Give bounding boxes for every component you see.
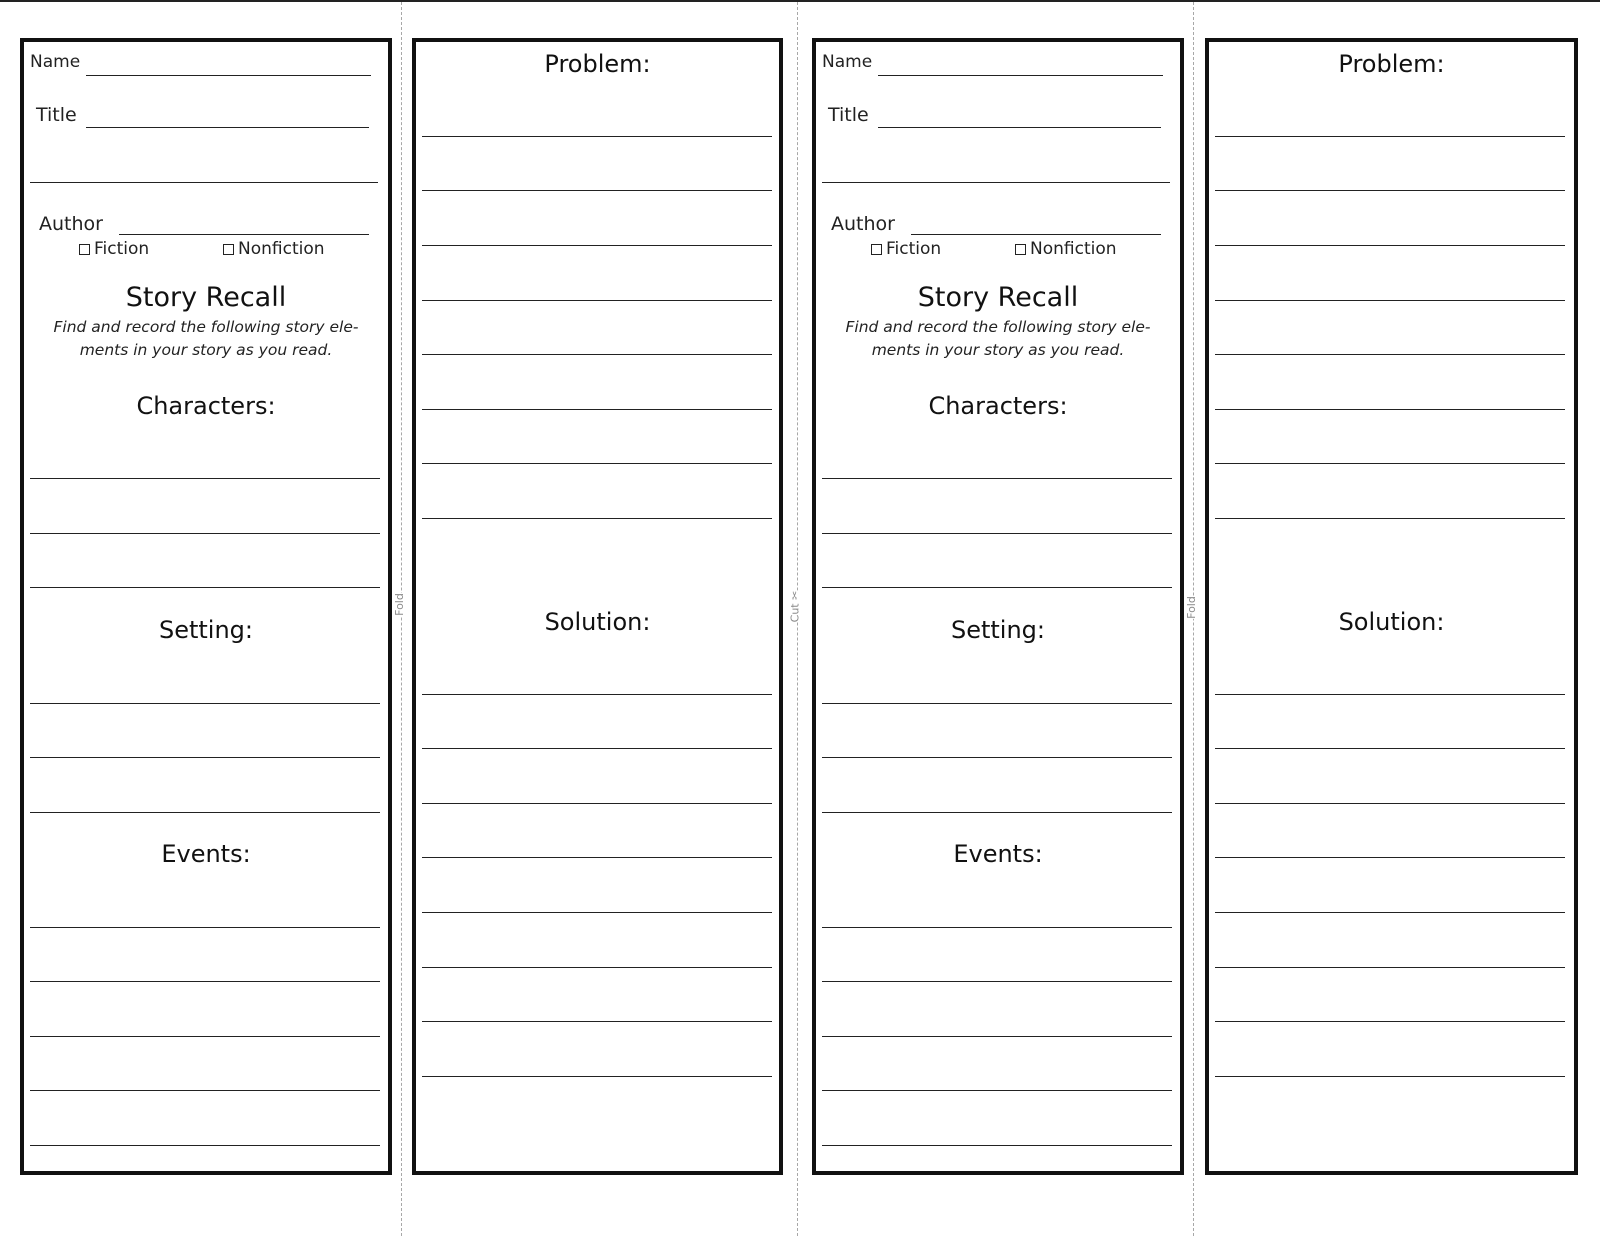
events-line[interactable] xyxy=(822,1145,1172,1146)
fold-label-right: Fold xyxy=(1184,596,1198,619)
problem-line[interactable] xyxy=(1215,354,1565,355)
fiction-checkbox[interactable] xyxy=(871,244,882,255)
title-label: Title xyxy=(36,104,77,126)
problem-line[interactable] xyxy=(1215,136,1565,137)
story-recall-heading: Story Recall xyxy=(125,282,287,313)
events-line[interactable] xyxy=(822,981,1172,982)
solution-line[interactable] xyxy=(422,1021,772,1022)
problem-line[interactable] xyxy=(1215,409,1565,410)
solution-line[interactable] xyxy=(1215,694,1565,695)
fiction-label: Fiction xyxy=(886,239,942,259)
solution-line[interactable] xyxy=(422,912,772,913)
author-label: Author xyxy=(831,213,895,235)
events-line[interactable] xyxy=(30,1090,380,1091)
characters-line[interactable] xyxy=(822,533,1172,534)
story-recall-back-panel-1 xyxy=(412,38,783,1175)
name-line[interactable] xyxy=(86,75,371,76)
problem-line[interactable] xyxy=(1215,518,1565,519)
solution-heading: Solution: xyxy=(1338,608,1445,636)
fiction-label: Fiction xyxy=(94,239,150,259)
name-line[interactable] xyxy=(878,75,1163,76)
events-line[interactable] xyxy=(30,981,380,982)
nonfiction-label: Nonfiction xyxy=(238,239,325,259)
characters-line[interactable] xyxy=(30,478,380,479)
problem-line[interactable] xyxy=(1215,245,1565,246)
solution-line[interactable] xyxy=(1215,1021,1565,1022)
name-label: Name xyxy=(30,52,81,72)
instructions-line-2: ments in your story as you read. xyxy=(871,341,1125,359)
problem-line[interactable] xyxy=(1215,190,1565,191)
instructions-line-1: Find and record the following story ele- xyxy=(53,318,359,336)
problem-line[interactable] xyxy=(422,409,772,410)
setting-line[interactable] xyxy=(30,703,380,704)
setting-heading: Setting: xyxy=(950,616,1046,644)
setting-line[interactable] xyxy=(30,812,380,813)
events-line[interactable] xyxy=(30,927,380,928)
solution-line[interactable] xyxy=(422,1076,772,1077)
solution-heading: Solution: xyxy=(544,608,651,636)
events-line[interactable] xyxy=(30,1036,380,1037)
title-line[interactable] xyxy=(878,127,1161,128)
problem-line[interactable] xyxy=(422,300,772,301)
solution-line[interactable] xyxy=(422,803,772,804)
events-heading: Events: xyxy=(161,840,251,868)
fiction-checkbox[interactable] xyxy=(79,244,90,255)
events-heading: Events: xyxy=(953,840,1043,868)
story-recall-heading: Story Recall xyxy=(917,282,1079,313)
solution-line[interactable] xyxy=(422,857,772,858)
author-label: Author xyxy=(39,213,103,235)
setting-line[interactable] xyxy=(30,757,380,758)
problem-line[interactable] xyxy=(1215,300,1565,301)
nonfiction-option[interactable] xyxy=(223,239,325,259)
nonfiction-label: Nonfiction xyxy=(1030,239,1117,259)
events-line[interactable] xyxy=(822,927,1172,928)
problem-line[interactable] xyxy=(422,354,772,355)
fold-label-left: Fold xyxy=(392,593,406,616)
story-recall-front-panel-2 xyxy=(812,38,1184,1175)
instructions-line-1: Find and record the following story ele- xyxy=(845,318,1151,336)
author-line[interactable] xyxy=(119,234,369,235)
characters-line[interactable] xyxy=(30,533,380,534)
problem-line[interactable] xyxy=(422,190,772,191)
solution-line[interactable] xyxy=(1215,803,1565,804)
solution-line[interactable] xyxy=(1215,748,1565,749)
setting-line[interactable] xyxy=(822,812,1172,813)
story-recall-back-panel-2 xyxy=(1205,38,1578,1175)
title-label: Title xyxy=(828,104,869,126)
story-recall-front-panel-1 xyxy=(20,38,392,1175)
solution-line[interactable] xyxy=(422,748,772,749)
fiction-option[interactable] xyxy=(79,239,149,259)
events-line[interactable] xyxy=(822,1036,1172,1037)
characters-heading: Characters: xyxy=(136,392,276,420)
characters-line[interactable] xyxy=(822,587,1172,588)
problem-line[interactable] xyxy=(422,518,772,519)
name-label: Name xyxy=(822,52,873,72)
title-line-2[interactable] xyxy=(30,182,378,183)
nonfiction-checkbox[interactable] xyxy=(1015,244,1026,255)
top-border xyxy=(0,0,1600,2)
events-line[interactable] xyxy=(30,1145,380,1146)
fold-guide-left xyxy=(401,2,402,1236)
fiction-option[interactable] xyxy=(871,239,941,259)
setting-line[interactable] xyxy=(822,703,1172,704)
author-line[interactable] xyxy=(911,234,1161,235)
title-line[interactable] xyxy=(86,127,369,128)
title-line-2[interactable] xyxy=(822,182,1170,183)
nonfiction-option[interactable] xyxy=(1015,239,1117,259)
problem-heading: Problem: xyxy=(544,50,651,78)
problem-heading: Problem: xyxy=(1338,50,1445,78)
nonfiction-checkbox[interactable] xyxy=(223,244,234,255)
instructions xyxy=(24,316,388,362)
solution-line[interactable] xyxy=(422,967,772,968)
fold-guide-right xyxy=(1193,2,1194,1236)
solution-line[interactable] xyxy=(1215,1076,1565,1077)
setting-line[interactable] xyxy=(822,757,1172,758)
solution-line[interactable] xyxy=(1215,857,1565,858)
cut-label-center: Cut ✂ xyxy=(788,590,802,623)
characters-line[interactable] xyxy=(30,587,380,588)
solution-line[interactable] xyxy=(1215,912,1565,913)
problem-line[interactable] xyxy=(422,245,772,246)
characters-line[interactable] xyxy=(822,478,1172,479)
instructions-line-2: ments in your story as you read. xyxy=(79,341,333,359)
instructions xyxy=(816,316,1180,362)
events-line[interactable] xyxy=(822,1090,1172,1091)
solution-line[interactable] xyxy=(1215,967,1565,968)
setting-heading: Setting: xyxy=(158,616,254,644)
problem-line[interactable] xyxy=(422,463,772,464)
characters-heading: Characters: xyxy=(928,392,1068,420)
solution-line[interactable] xyxy=(422,694,772,695)
problem-line[interactable] xyxy=(1215,463,1565,464)
problem-line[interactable] xyxy=(422,136,772,137)
